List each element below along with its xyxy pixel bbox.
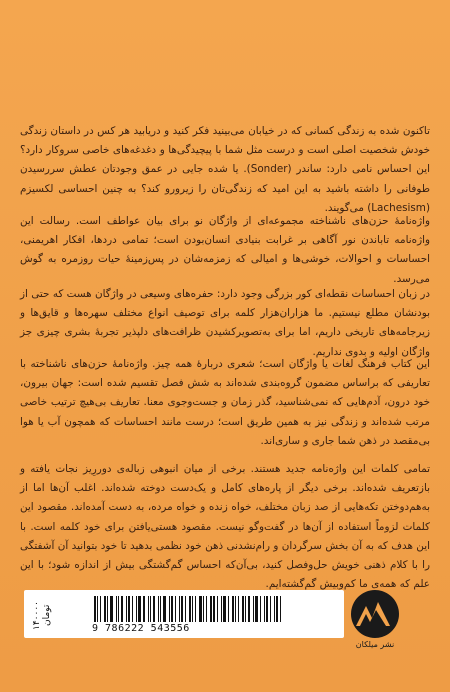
barcode-bar	[235, 596, 236, 622]
barcode-bar	[276, 596, 278, 622]
barcode-bar	[153, 596, 155, 622]
barcode-bar	[245, 596, 246, 622]
blurb-paragraph-4	[20, 355, 430, 451]
barcode-bar	[181, 596, 183, 622]
barcode-bar	[94, 596, 96, 622]
barcode-digits: 9 786222 543556	[92, 623, 190, 634]
barcode-bar	[175, 596, 176, 622]
barcode-bar	[206, 596, 207, 622]
barcode-bar	[160, 596, 161, 622]
barcode-bar	[221, 596, 222, 622]
barcode-bar	[110, 596, 113, 622]
blurb-paragraph-1	[20, 122, 430, 218]
barcode-bar	[107, 596, 108, 622]
barcode-bar	[121, 596, 123, 622]
barcode-bar	[199, 596, 202, 622]
barcode-bar	[213, 596, 215, 622]
publisher-logo-icon	[346, 588, 404, 640]
barcode-bar	[192, 596, 193, 622]
barcode-bar	[97, 596, 98, 622]
barcode-bar	[100, 596, 101, 622]
barcode-bar	[136, 596, 137, 622]
barcode-bar	[118, 596, 119, 622]
barcode-label	[24, 590, 344, 638]
paragraph-text: در زبان احساسات نقطه‌ای کور بزرگی وجود دارد: حفره‌های وسیعی در واژگان هست که حتی از بودنشان مطلع نیستیم. ما هزاران‌هزار کلمه برای توصیف انواع مختلف سهره‌ها و قایق‌ها و زیرجامه‌های تاریخی داریم، اما برای به‌تصویرکشیدن ظرافت‌های دلپذیر تجربهٔ بشری چیزی جز واژگان اولیه و بدوی نداریم.	[20, 288, 430, 358]
barcode-bar	[169, 596, 170, 622]
barcode-bar	[148, 596, 149, 622]
barcode-bar	[116, 596, 117, 622]
barcode-bar	[253, 596, 254, 622]
paragraph-text: واژه‌نامهٔ حزن‌های ناشناخته مجموعه‌ای از واژگان نو برای بیان عواطف است. رسالت این واژه‌نامه تاباندن نور آگاهی بر غرابت بنیادی انسان‌بودن است؛ تمامی دردها، افکار اهریمنی، احساسات و احوالات، خوشی‌ها و امیالی که زمزمه‌شان در پس‌زمینهٔ حیات روزمره به گوش می‌رسد.	[20, 215, 430, 285]
barcode-bar	[126, 596, 127, 622]
barcode-bar	[255, 596, 258, 622]
paragraph-text: این کتاب فرهنگ لغات یا واژگان است؛ شعری دربارهٔ همه چیز. واژه‌نامهٔ حزن‌های ناشناخته با تعاریفی که براساس مضمون گروه‌بندی شده‌اند به شش فصل تقسیم شده است: جهان بیرون، خود درون، آدم‌هایی که نمی‌شناسید، گذر زمان و جست‌وجوی معنا. تعاریف بی‌هیچ ترتیب خاصی مرتب شده‌اند و زندگی نیز به همین طریق است؛ درست مانند احساسات که همچون آب یا هوا بی‌مقصد در ذهن شما جاری و ساری‌اند.	[20, 358, 430, 447]
barcode-bar	[238, 596, 239, 622]
barcode-bar	[228, 596, 229, 622]
barcode-bar	[143, 596, 145, 622]
barcode-bar	[223, 596, 226, 622]
barcode-bar	[171, 596, 173, 622]
barcode-bar	[248, 596, 250, 622]
blurb-paragraph-2	[20, 212, 430, 289]
barcode-bar	[264, 596, 265, 622]
barcode-bar	[104, 596, 106, 622]
barcode-bar	[185, 596, 186, 622]
blurb-paragraph-5	[20, 460, 430, 594]
barcode-bar	[210, 596, 212, 622]
barcode-bar	[260, 596, 261, 622]
barcode-bar	[217, 596, 218, 622]
barcode-bar	[179, 596, 180, 622]
price-label: ۱۴۰۰۰۰ تومان	[32, 600, 52, 630]
barcode-bar	[270, 596, 271, 622]
barcode-bar	[132, 596, 133, 622]
barcode-bar	[266, 596, 268, 622]
barcode-bar	[128, 596, 130, 622]
blurb-paragraph-3	[20, 285, 430, 362]
barcode-bar	[280, 596, 281, 622]
paragraph-text: تمامی کلمات این واژه‌نامه جدید هستند. برخی از میان انبوهی زباله‌ی دوررِیز نجات یافته و بازتعریف شده‌اند. برخی دیگر از پاره‌های کامل و یک‌دست دوخته شده‌اند. اغلب آن‌ها اما از به‌هم‌دوختن تکه‌هایی از صد زبان مختلف، خواه زنده و خواه مرده، به دست آمده‌اند. مقصود این کلمات لزوماً استفاده از آن‌ها در گفت‌وگو نیست. مقصود هستی‌یافتن برای خود کلمه است. با این هدف که به آن بخش سرگردان و رام‌نشدنی ذهن خود نظمی بدهید تا خود بتوانید آن آشفتگی را با کلام ذهنی خویش حل‌وفصل کنید، بی‌آن‌که احساس گم‌گشتگی بیش از اندازه شود؛ با این علم که همه‌ی ما کم‌وبیش گم‌گشته‌ایم.	[20, 463, 430, 591]
barcode-bars	[94, 596, 284, 622]
paragraph-text: تاکنون شده به زندگی کسانی که در خیابان می‌بینید فکر کنید و دریابید هر کس در داستان زندگی خودش شخصیت اصلی است و درست مثل شما با پیچیدگی‌ها و دغدغه‌های خاصی سروکار دارد؟ این احساس نامی دارد: ساندر (Sonder). یا شده جایی در عمق وجودتان عطش سررسیدن طوفانی را داشته باشید به این امید که زندگی‌تان را زیرورو کند؟ به چنین احساسی لکسیزم (Lachesism) می‌گویند.	[20, 125, 430, 214]
barcode-bar	[203, 596, 204, 622]
barcode-bar	[189, 596, 191, 622]
barcode-bar	[242, 596, 244, 622]
barcode-bar	[163, 596, 166, 622]
barcode-bar	[150, 596, 151, 622]
publisher-name: نشر میلکان	[355, 640, 395, 649]
barcode-bar	[232, 596, 234, 622]
barcode-bar	[274, 596, 275, 622]
barcode-bar	[138, 596, 141, 622]
barcode-bar	[158, 596, 159, 622]
barcode-bar	[195, 596, 196, 622]
